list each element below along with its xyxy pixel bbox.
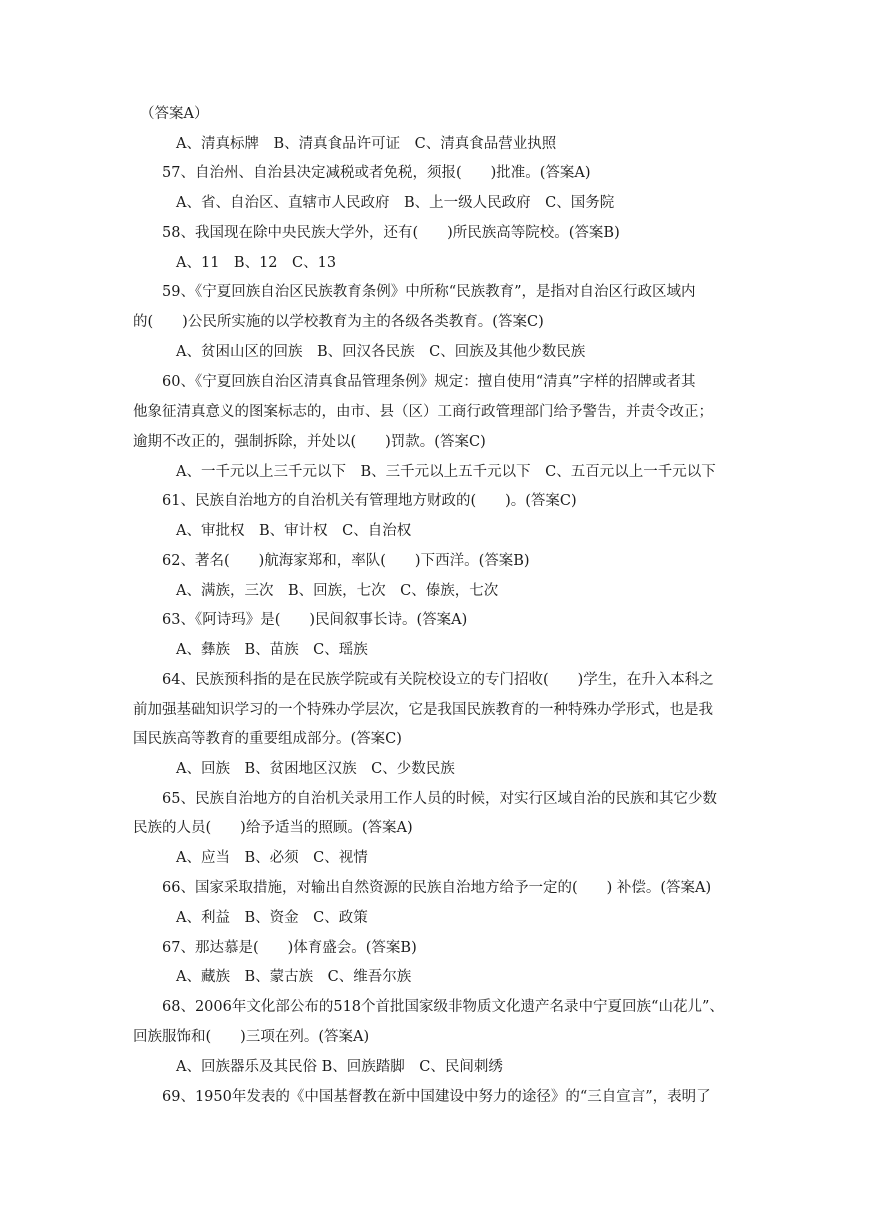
question-65: 65、民族自治地方的自治机关录用工作人员的时候，对实行区域自治的民族和其它少数	[162, 791, 717, 807]
question-61: 61、民族自治地方的自治机关有管理地方财政的( )。(答案C)	[162, 493, 577, 509]
question-67: 67、那达慕是( )体育盛会。(答案B)	[162, 940, 417, 956]
question-64-continuation-1: 前加强基础知识学习的一个特殊办学层次，它是我国民族教育的一种特殊办学形式，也是我	[133, 702, 713, 718]
question-63: 63、《阿诗玛》是( )民间叙事长诗。(答案A)	[162, 612, 468, 628]
question-59-continuation: 的( )公民所实施的以学校教育为主的各级各类教育。(答案C)	[133, 314, 544, 330]
question-60-continuation-2: 逾期不改正的，强制拆除，并处以( )罚款。(答案C)	[133, 434, 486, 450]
question-58: 58、我国现在除中央民族大学外，还有( )所民族高等院校。(答案B)	[162, 225, 620, 241]
question-68-continuation: 回族服饰和( )三项在列。(答案A)	[133, 1029, 370, 1045]
answer-continuation: （答案A）	[140, 106, 209, 122]
options-61: A、审批权 B、审计权 C、自治权	[176, 523, 412, 539]
question-59: 59、《宁夏回族自治区民族教育条例》中所称“民族教育”，是指对自治区行政区域内	[162, 284, 696, 300]
options-60: A、一千元以上三千元以下 B、三千元以上五千元以下 C、五百元以上一千元以下	[176, 464, 716, 480]
options-66: A、利益 B、资金 C、政策	[176, 910, 368, 926]
question-62: 62、著名( )航海家郑和，率队( )下西洋。(答案B)	[162, 553, 530, 569]
options-57: A、省、自治区、直辖市人民政府 B、上一级人民政府 C、国务院	[176, 195, 615, 211]
question-69: 69、1950年发表的《中国基督教在新中国建设中努力的途径》的“三自宣言”，表明了	[162, 1089, 711, 1105]
question-64: 64、民族预科指的是在民族学院或有关院校设立的专门招收( )学生，在升入本科之	[162, 672, 714, 688]
options-59: A、贫困山区的回族 B、回汉各民族 C、回族及其他少数民族	[176, 344, 586, 360]
question-64-continuation-2: 国民族高等教育的重要组成部分。(答案C)	[133, 731, 402, 747]
options-64: A、回族 B、贫困地区汉族 C、少数民族	[176, 761, 455, 777]
options-62: A、满族，三次 B、回族，七次 C、傣族，七次	[176, 583, 499, 599]
options-63: A、彝族 B、苗族 C、瑶族	[176, 642, 368, 658]
options-65: A、应当 B、必须 C、视情	[176, 850, 368, 866]
question-60-continuation-1: 他象征清真意义的图案标志的，由市、县（区）工商行政管理部门给予警告，并责令改正；	[133, 404, 713, 420]
options-line: A、清真标牌 B、清真食品许可证 C、清真食品营业执照	[176, 136, 557, 152]
options-58: A、11 B、12 C、13	[176, 255, 337, 271]
question-60: 60、《宁夏回族自治区清真食品管理条例》规定：擅自使用“清真”字样的招牌或者其	[162, 374, 696, 390]
options-67: A、藏族 B、蒙古族 C、维吾尔族	[176, 969, 412, 985]
question-57: 57、自治州、自治县决定减税或者免税，须报( )批准。(答案A)	[162, 165, 591, 181]
question-65-continuation: 民族的人员( )给予适当的照顾。(答案A)	[133, 820, 413, 836]
question-66: 66、国家采取措施，对输出自然资源的民族自治地方给予一定的( ) 补偿。(答案A)	[162, 880, 712, 896]
options-68: A、回族器乐及其民俗 B、回族踏脚 C、民间刺绣	[176, 1059, 503, 1075]
question-68: 68、2006年文化部公布的518个首批国家级非物质文化遗产名录中宁夏回族“山花儿”、	[162, 999, 724, 1015]
